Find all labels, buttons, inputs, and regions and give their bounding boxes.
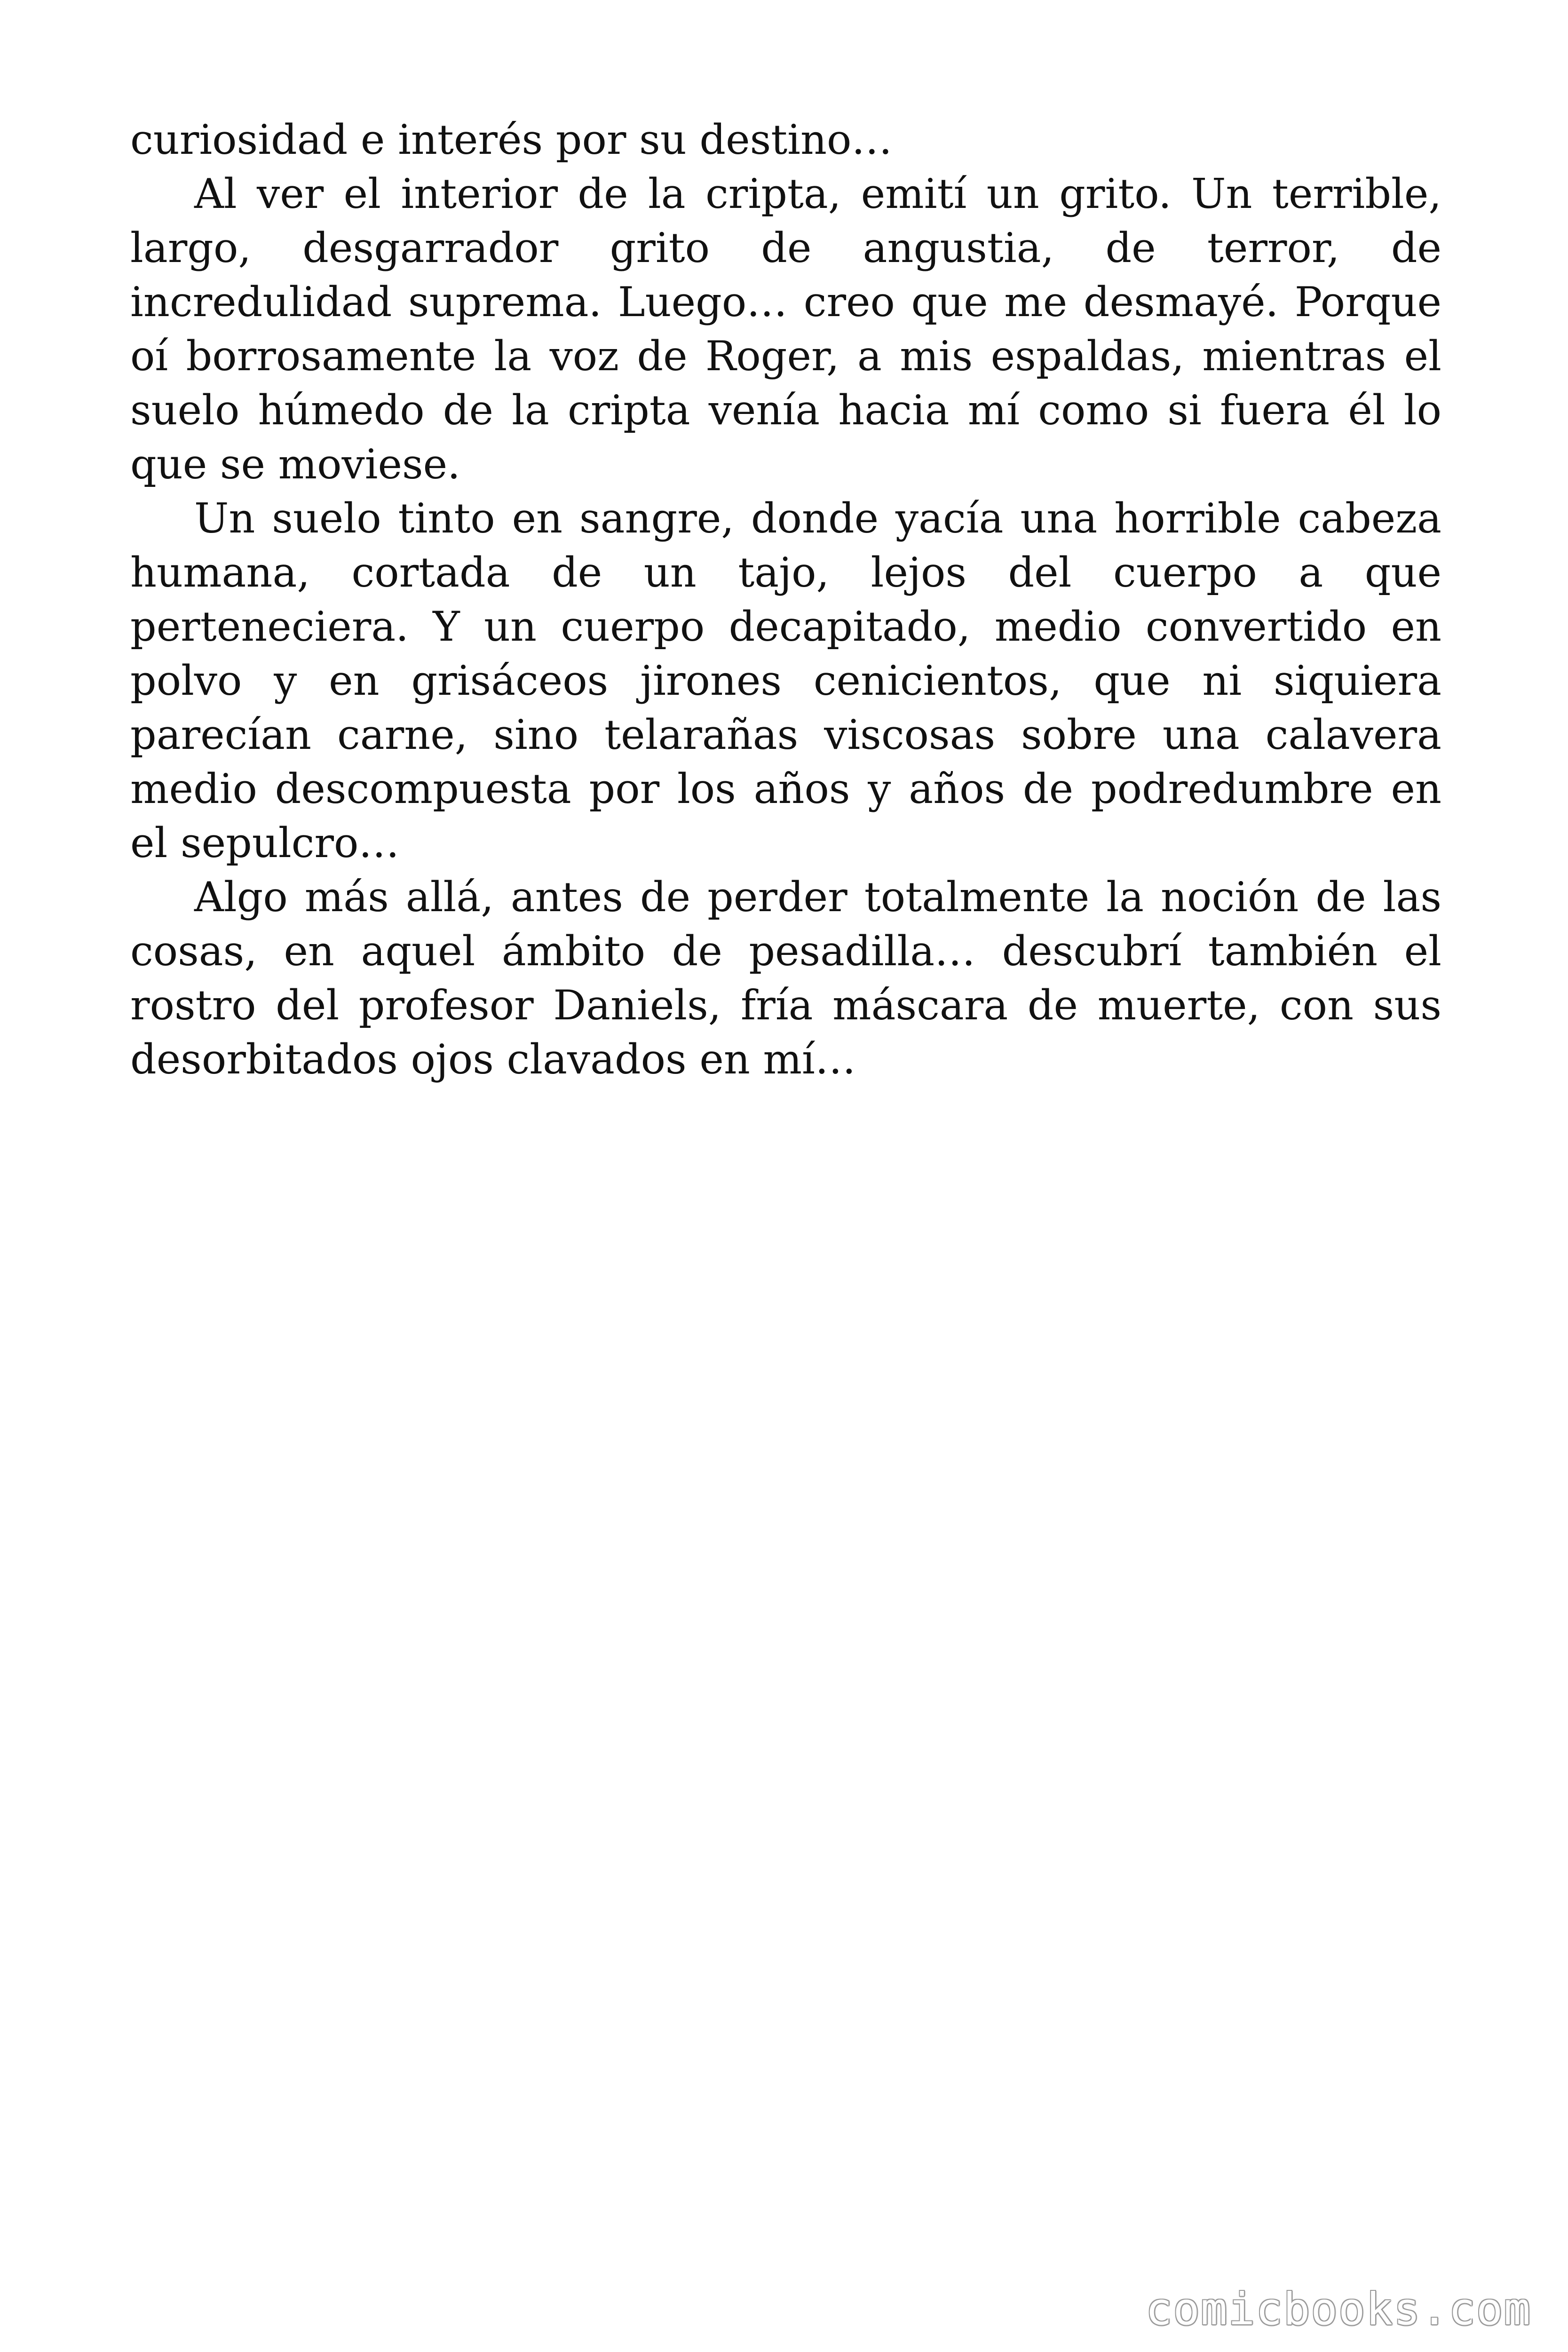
paragraph-continuation: curiosidad e interés por su destino… [130,116,893,164]
body-text [130,113,1441,1087]
paragraph: Un suelo tinto en sangre, donde yacía una horrible cabeza humana, cortada de un tajo, lejos del cuerpo a que perteneciera. Y un cuerpo decapitado, medio convertido en polvo y en grisáceos jirones cenicientos, que ni siquiera parecían carne, sino telarañas viscosas sobre una calavera medio descompuesta por los años y años de podredumbre en el sepulcro… [130,494,1441,867]
watermark-logo: comicbooks.com [1145,2284,1531,2335]
paragraph: Algo más allá, antes de perder totalmente la noción de las cosas, en aquel ámbito de pesadilla… descubrí también el rostro del profesor Daniels, fría máscara de muerte, con sus desorbitados ojos clavados en mí… [130,873,1441,1083]
paragraph: Al ver el interior de la cripta, emití un grito. Un terrible, largo, desgarrador grito de angustia, de terror, de incredulidad suprema. Luego… creo que me desmayé. Porque oí borrosamente la voz de Roger, a mis espaldas, mientras el suelo húmedo de la cripta venía hacia mí como si fuera él lo que se moviese. [130,170,1441,488]
